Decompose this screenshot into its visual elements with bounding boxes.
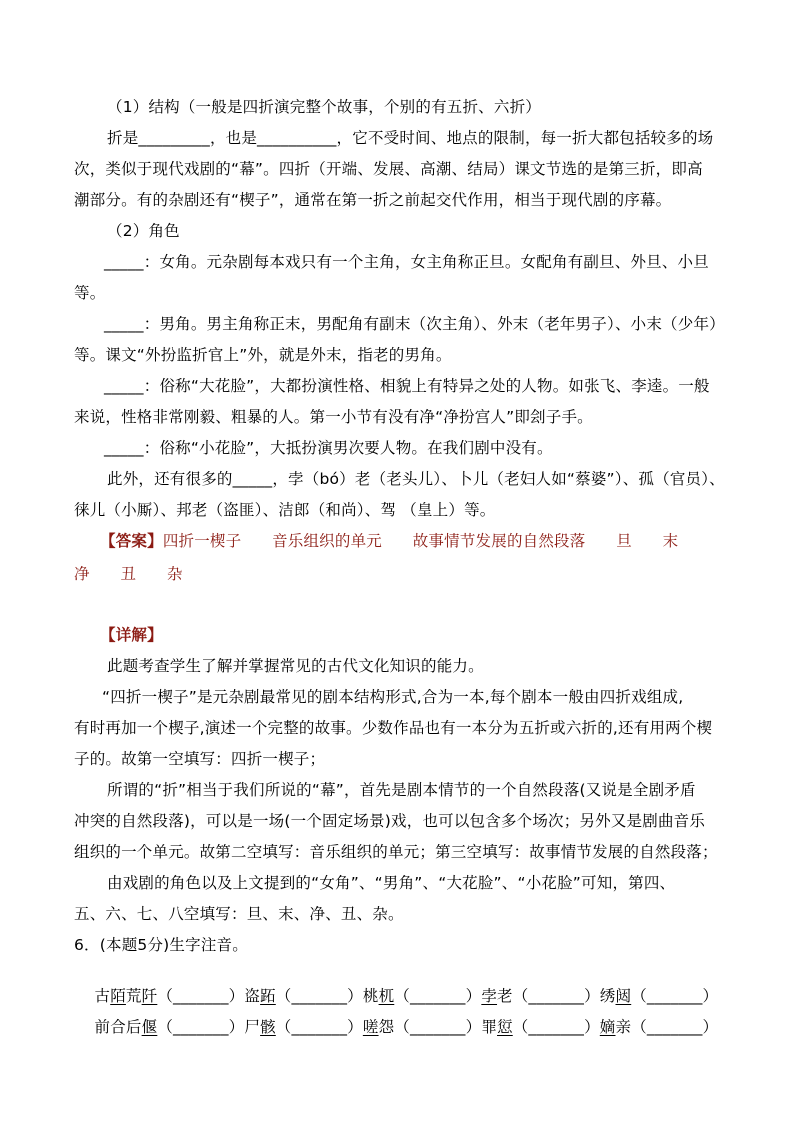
answer-blank[interactable]: （_______） bbox=[631, 987, 719, 1005]
explanation-line-4: 子的。故第一空填写：四折一楔子； bbox=[74, 750, 326, 768]
roles-line-5: _____：俗称“大花脸”，大都扮演性格、相貌上有特异之处的人物。如张飞、李逵。一般 bbox=[104, 377, 710, 395]
roles-line-6: 来说，性格非常刚毅、粗暴的人。第一小节有没有净“净扮宫人”即刽子手。 bbox=[74, 408, 593, 426]
explanation-line-2: “四折一楔子”是元杂剧最常见的剧本结构形式,合为一本,每个剧本一般由四折戏组成, bbox=[102, 688, 684, 706]
answer-text-1: 四折一楔子 音乐组织的单元 故事情节发展的自然段落 旦 末 bbox=[162, 532, 679, 550]
pinyin-item: 盗跖（_______） bbox=[244, 987, 363, 1005]
explanation-line-1: 此题考查学生了解并掌握常见的古代文化知识的能力。 bbox=[107, 657, 484, 675]
explanation-line-5: 所谓的“折”相当于我们所说的“幕”，首先是剧本情节的一个自然段落(又说是全剧矛盾 bbox=[107, 781, 696, 799]
explanation-line-6: 冲突的自然段落)，可以是一场(一个固定场景)戏，也可以包含多个场次；另外又是剧曲音乐 bbox=[74, 812, 706, 830]
pinyin-item: 罪愆（_______） bbox=[481, 1018, 600, 1036]
pinyin-item: 嗟怨（_______） bbox=[362, 1018, 482, 1036]
pinyin-item: 嫡亲（_______） bbox=[599, 1018, 719, 1036]
roles-line-4: 等。课文“外扮监折官上”外，就是外末，指老的男角。 bbox=[74, 346, 452, 364]
roles-line-7: _____：俗称“小花脸”，大抵扮演男次要人物。在我们剧中没有。 bbox=[104, 439, 553, 457]
question-6-title: 6．(本题5分)生字注音。 bbox=[74, 936, 248, 954]
structure-line-1: 折是_________，也是__________，它不受时间、地点的限制，每一折大都包括较多的场 bbox=[107, 129, 714, 147]
structure-line-3: 潮部分。有的杂剧还有“楔子”，通常在第一折之前起交代作用，相当于现代剧的序幕。 bbox=[74, 191, 672, 209]
answer-line-1 bbox=[100, 531, 678, 551]
answer-blank[interactable]: （_______） bbox=[275, 1018, 363, 1036]
pinyin-item: 尸骸（_______） bbox=[244, 1018, 363, 1036]
pinyin-item: 桃杌（_______） bbox=[362, 987, 482, 1005]
answer-blank[interactable]: （_______） bbox=[394, 987, 482, 1005]
answer-blank[interactable]: （_______） bbox=[512, 987, 600, 1005]
explanation-line-8: 由戏剧的角色以及上文提到的“女角”、“男角”、“大花脸”、“小花脸”可知，第四、 bbox=[107, 874, 676, 892]
roles-line-3: _____：男角。男主角称正末，男配角有副末（次主角）、外末（老年男子）、小末（少年） bbox=[104, 315, 725, 333]
question-6-row-2 bbox=[74, 997, 718, 1057]
structure-line-2: 次，类似于现代戏剧的“幕”。四折（开端、发展、高潮、结局）课文节选的是第三折，即高 bbox=[74, 160, 703, 178]
roles-line-8: 此外，还有很多的_____，孛（bó）老（老头儿）、卜儿（老妇人如“蔡婆”）、孤（官员）、 bbox=[107, 470, 725, 488]
explanation-line-9: 五、六、七、八空填写：旦、末、净、丑、杂。 bbox=[74, 905, 404, 923]
answer-blank[interactable]: （_______） bbox=[157, 1018, 245, 1036]
pinyin-item: 古陌荒阡（_______） bbox=[94, 987, 245, 1005]
pinyin-item: 孛老（_______） bbox=[481, 987, 600, 1005]
explanation-tag: 【详解】 bbox=[100, 626, 163, 644]
roles-line-1: _____：女角。元杂剧每本戏只有一个主角，女主角称正旦。女配角有副旦、外旦、小旦 bbox=[104, 253, 709, 271]
roles-line-2: 等。 bbox=[74, 284, 106, 302]
explanation-line-3: 有时再加一个楔子,演述一个完整的故事。少数作品也有一本分为五折或六折的,还有用两个楔 bbox=[74, 719, 713, 737]
pinyin-item: 前合后偃（_______） bbox=[94, 1018, 245, 1036]
answer-blank[interactable]: （_______） bbox=[631, 1018, 719, 1036]
answer-blank[interactable]: （_______） bbox=[157, 987, 245, 1005]
answer-tag: 【答案】 bbox=[100, 532, 163, 550]
pinyin-item: 绣闼（_______） bbox=[599, 987, 719, 1005]
answer-blank[interactable]: （_______） bbox=[394, 1018, 482, 1036]
answer-line-2: 净 丑 杂 bbox=[74, 565, 183, 583]
explanation-line-7: 组织的一个单元。故第二空填写：音乐组织的单元；第三空填写：故事情节发展的自然段落； bbox=[74, 843, 718, 861]
roles-line-9: 徕儿（小厮）、邦老（盗匪）、洁郎（和尚）、驾 （皇上）等。 bbox=[74, 501, 496, 519]
answer-blank[interactable]: （_______） bbox=[512, 1018, 600, 1036]
answer-blank[interactable]: （_______） bbox=[275, 987, 363, 1005]
roles-heading: （2）角色 bbox=[107, 222, 180, 240]
structure-heading: （1）结构（一般是四折演完整个故事，个别的有五折、六折） bbox=[107, 98, 541, 116]
